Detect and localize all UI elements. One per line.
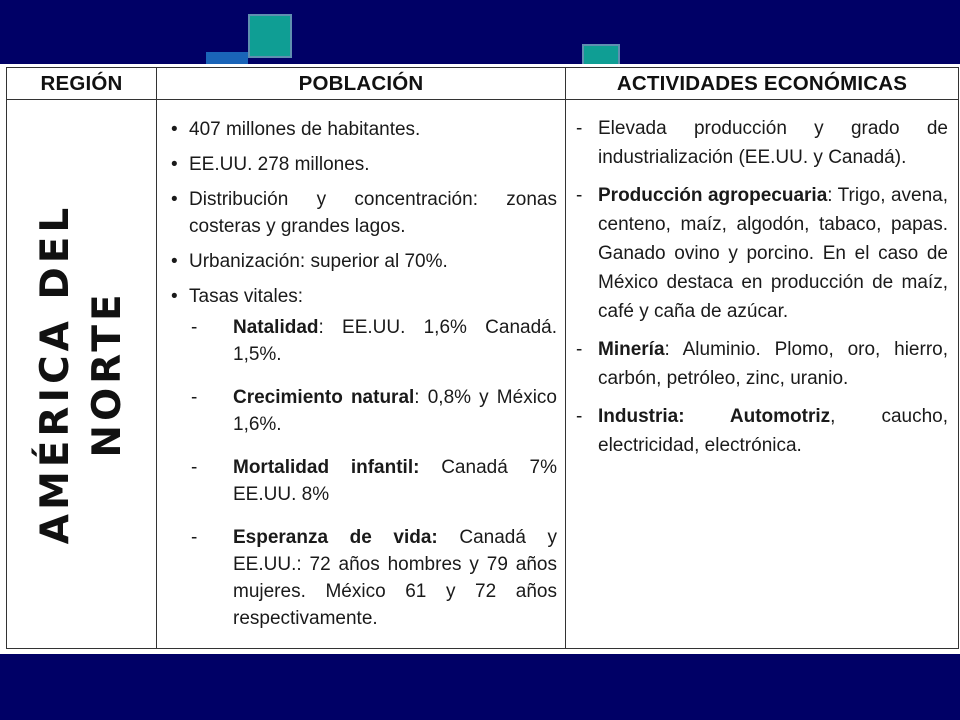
list-item: • 407 millones de habitantes. (167, 116, 557, 143)
dash-icon: - (576, 118, 583, 139)
bullet-icon: • (171, 154, 178, 175)
list-item: • Urbanización: superior al 70%. (167, 248, 557, 275)
slide-content (0, 64, 960, 654)
vital-rate-text: Canadá 7% EE.UU. 8% (233, 457, 558, 505)
activities-list (566, 100, 958, 460)
activity-text: , caucho, electricidad, electrónica. (598, 406, 948, 456)
vital-rate-item (189, 524, 557, 632)
activity-text: : Trigo, avena, centeno, maíz, algodón, tabaco, papas. Ganado ovino y porcino. En el caso de México destaca en producción de maíz, café y caña de azúcar. (598, 185, 948, 322)
list-item (576, 335, 948, 393)
dash-icon: - (191, 317, 198, 338)
header-row (7, 68, 959, 100)
decorative-square-teal-left (248, 14, 292, 58)
activity-term: Minería (598, 339, 665, 360)
vital-rate-term: Crecimiento natural (233, 387, 415, 408)
table-row (7, 100, 959, 649)
dash-icon: - (191, 387, 198, 408)
vital-rate-item (189, 314, 557, 368)
header-activities: ACTIVIDADES ECONÓMICAS (566, 68, 959, 100)
vital-rate-term: Esperanza de vida: (233, 527, 438, 548)
list-item: • EE.UU. 278 millones. (167, 151, 557, 178)
vital-rate-term: Mortalidad infantil: (233, 457, 420, 478)
vital-rate-item (189, 384, 557, 438)
vital-rate-text: : EE.UU. 1,6% Canadá. 1,5%. (233, 317, 557, 365)
bullet-icon: • (171, 119, 178, 140)
header-population: POBLACIÓN (157, 68, 566, 100)
vital-rate-text: Canadá y EE.UU.: 72 años hombres y 79 años mujeres. México 61 y 72 años respectivamente. (233, 527, 557, 629)
population-list (157, 100, 565, 632)
header-region: REGIÓN (7, 68, 157, 100)
dash-icon: - (191, 527, 198, 548)
vital-rates-list (189, 310, 557, 632)
dash-icon: - (191, 457, 198, 478)
list-item: • Distribución y concentración: zonas costeras y grandes lagos. (167, 186, 557, 240)
population-cell (157, 100, 566, 649)
region-name-line2: NORTE (84, 290, 130, 458)
activity-text: : Aluminio. Plomo, oro, hierro, carbón, petróleo, zinc, uranio. (598, 339, 948, 389)
dash-icon: - (576, 406, 583, 427)
list-item: • Tasas vitales: - Natalidad: EE.UU. 1,6% Canadá. 1,5%. - Crecimiento natural: 0,8% y México 1,6%. - Mortalidad infantil: Canadá 7% EE.UU. 8% - Esperanza de vida: Canadá y EE.UU.: 72 años hombres y 79 años mujeres. México 61 y 72 años respectivamente. (167, 283, 557, 632)
bullet-icon: • (171, 189, 178, 210)
vital-rate-term: Natalidad (233, 317, 319, 338)
region-cell (7, 100, 157, 649)
dash-icon: - (576, 339, 583, 360)
bullet-icon: • (171, 286, 178, 307)
bullet-icon: • (171, 251, 178, 272)
vital-rate-text: : 0,8% y México 1,6%. (233, 387, 557, 435)
list-item (576, 181, 948, 326)
activity-term: Industria: Automotriz (598, 406, 831, 427)
vital-rate-item (189, 454, 557, 508)
dash-icon: - (576, 185, 583, 206)
region-name-line1: AMÉRICA DEL (32, 203, 78, 545)
list-item (576, 402, 948, 460)
activity-term: Producción agropecuaria (598, 185, 828, 206)
activities-cell (566, 100, 959, 649)
region-name (30, 204, 134, 544)
decorative-square-teal-right (582, 44, 620, 66)
activity-text: Elevada producción y grado de industrialización (EE.UU. y Canadá). (598, 118, 948, 168)
region-table (6, 67, 959, 649)
list-item (576, 114, 948, 172)
